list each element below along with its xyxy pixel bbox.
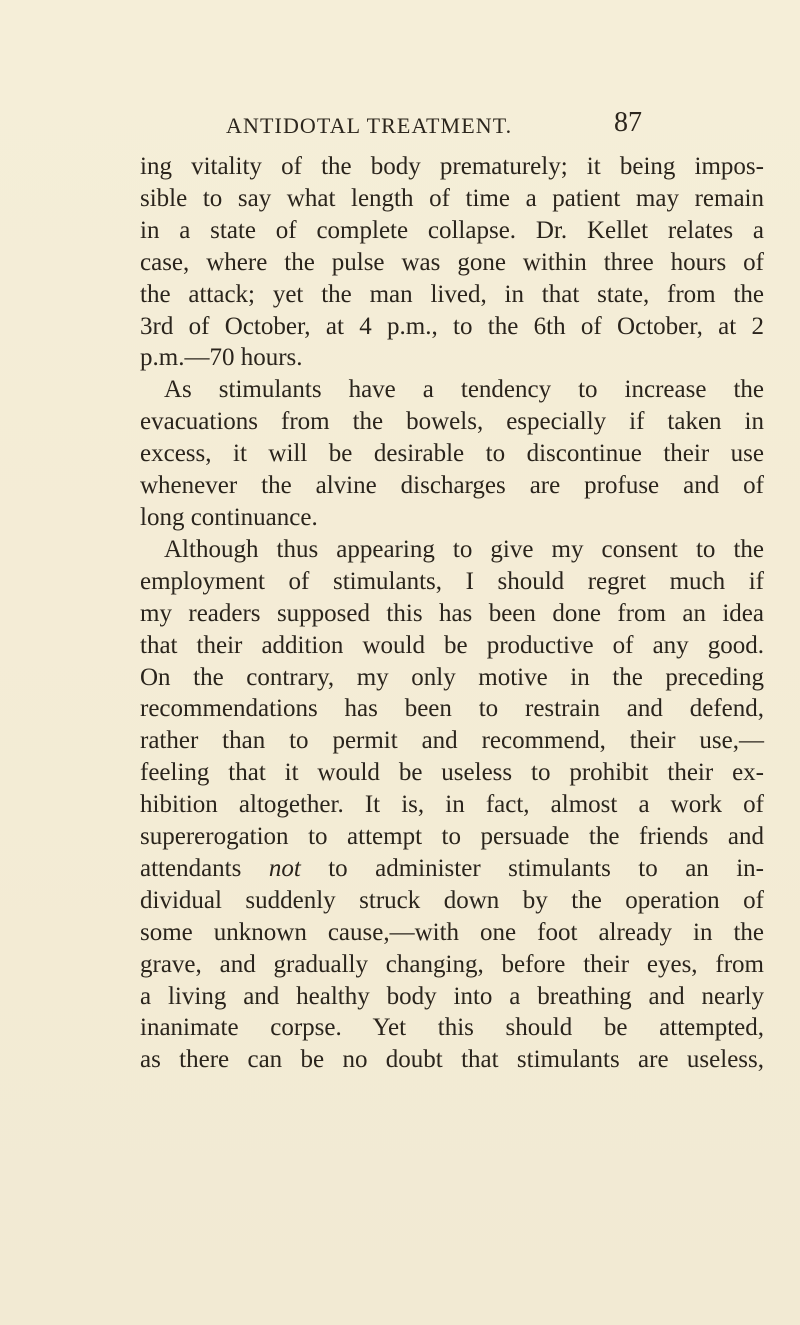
- page-number: 87: [614, 107, 642, 138]
- text-line: Although thus appearing to give my consent to the: [164, 535, 764, 563]
- text-line: inanimate corpse. Yet this should be attempted,: [140, 1014, 764, 1042]
- text-line: my readers supposed this has been done from an idea: [140, 599, 764, 627]
- text-line: recommendations has been to restrain and defend,: [140, 695, 764, 723]
- text-line: rather than to permit and recommend, their use,—: [140, 727, 764, 755]
- text-line: p.m.—70 hours.: [140, 344, 303, 372]
- text-line: dividual suddenly struck down by the operation of: [140, 886, 764, 914]
- text-line: employment of stimulants, I should regret much if: [140, 567, 764, 595]
- text-line: excess, it will be desirable to discontinue their use: [140, 440, 764, 468]
- text-line: feeling that it would be useless to prohibit their ex-: [140, 759, 764, 787]
- text-line: that their addition would be productive of any good.: [140, 631, 764, 659]
- text-line: evacuations from the bowels, especially if taken in: [140, 408, 764, 436]
- emphasized-word: not: [268, 854, 301, 882]
- text-line: hibition altogether. It is, in fact, almost a work of: [140, 791, 764, 819]
- text-line: long continuance.: [140, 503, 318, 531]
- text-line: grave, and gradually changing, before their eyes, from: [140, 950, 764, 978]
- text-line-with-emphasis: [140, 853, 764, 885]
- text-line: 3rd of October, at 4 p.m., to the 6th of October, at 2: [140, 312, 764, 340]
- text-line: a living and healthy body into a breathing and nearly: [140, 982, 764, 1010]
- text-line: in a state of complete collapse. Dr. Kellet relates a: [140, 216, 764, 244]
- text-line: case, where the pulse was gone within three hours of: [140, 248, 764, 276]
- text-line: as there can be no doubt that stimulants are useless,: [140, 1046, 764, 1074]
- text-line: whenever the alvine discharges are profuse and of: [140, 472, 764, 500]
- text-line: On the contrary, my only motive in the preceding: [140, 663, 764, 691]
- text-line: supererogation to attempt to persuade the friends and: [140, 823, 764, 851]
- text-fragment: attendants: [140, 854, 242, 882]
- running-head: ANTIDOTAL TREATMENT.: [226, 113, 513, 138]
- text-fragment: to administer stimulants to an in-: [328, 854, 765, 882]
- text-line: sible to say what length of time a patient may remain: [140, 184, 764, 212]
- page-body: [140, 151, 764, 1076]
- text-line: some unknown cause,—with one foot already in the: [140, 918, 764, 946]
- text-line: the attack; yet the man lived, in that state, from the: [140, 280, 764, 308]
- text-line: ing vitality of the body prematurely; it being impos-: [140, 153, 764, 180]
- text-line: As stimulants have a tendency to increase the: [164, 376, 764, 404]
